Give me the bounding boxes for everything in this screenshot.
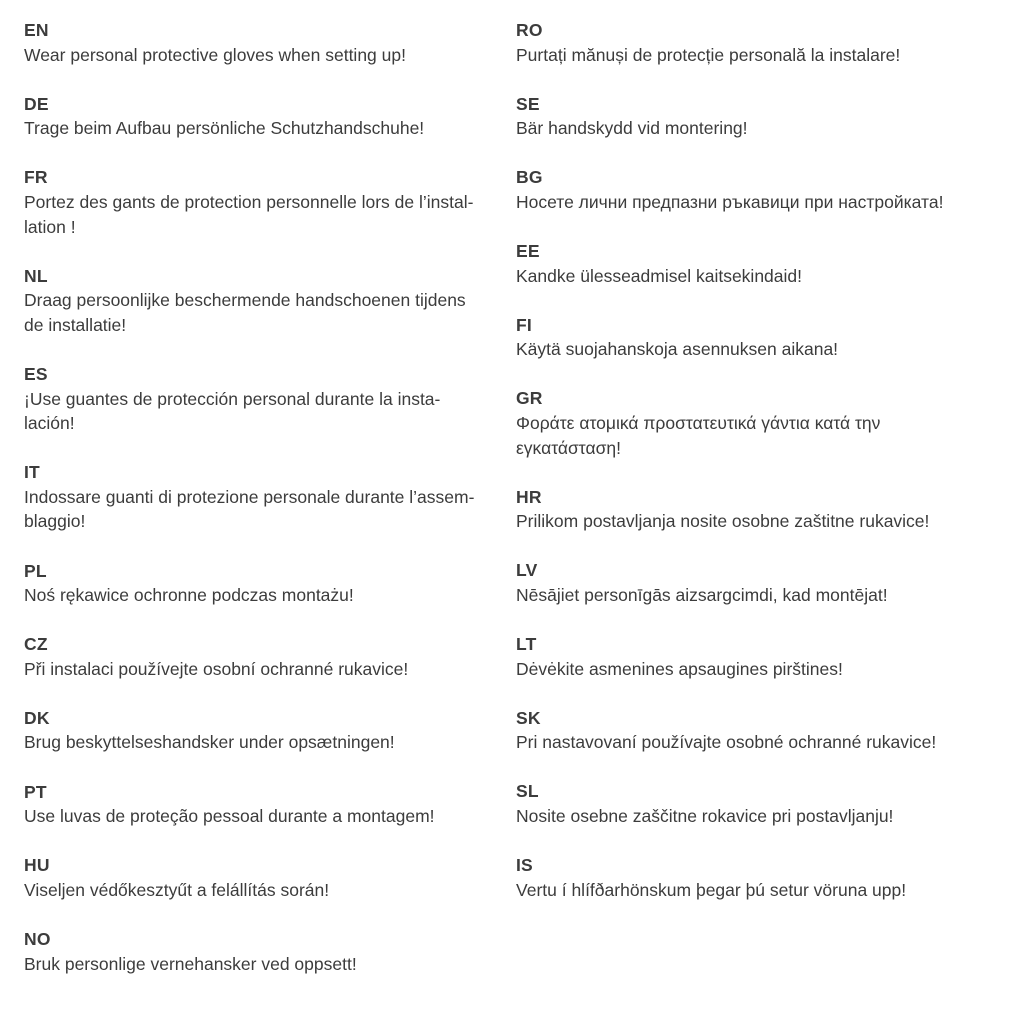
language-entry-ro: [516, 18, 1010, 67]
language-entry-sk: [516, 706, 1010, 755]
instruction-line: de installatie!: [24, 314, 127, 335]
instruction-line: blaggio!: [24, 511, 86, 532]
instruction-line: Dėvėkite asmenines apsaugines pirštines!: [516, 658, 843, 679]
language-entry-cz: [24, 632, 516, 681]
language-entry-is: [516, 853, 1010, 902]
language-code: NO: [24, 928, 51, 949]
language-code: DK: [24, 707, 50, 728]
language-code: CZ: [24, 634, 48, 655]
language-code: FR: [24, 167, 48, 188]
language-code: HU: [24, 855, 50, 876]
instruction-line: Viseljen védőkesztyűt a felállítás során!: [24, 879, 330, 900]
language-entry-nl: [24, 264, 516, 338]
instruction-line: Wear personal protective gloves when setting up!: [24, 44, 406, 65]
language-code: ES: [24, 363, 48, 384]
instruction-line: ¡Use guantes de protección personal durante la insta-: [24, 388, 441, 409]
language-entry-en: [24, 18, 516, 67]
language-entry-pl: [24, 559, 516, 608]
instruction-line: Nosite osebne zaščitne rokavice pri postavljanju!: [516, 806, 894, 827]
language-code: DE: [24, 93, 49, 114]
instruction-line: Noś rękawice ochronne podczas montażu!: [24, 585, 354, 606]
language-entry-dk: [24, 706, 516, 755]
language-entry-hr: [516, 485, 1010, 534]
instruction-line: Purtați mănuși de protecție personală la instalare!: [516, 44, 901, 65]
language-code: GR: [516, 388, 543, 409]
language-code: LV: [516, 560, 538, 581]
instruction-line: Indossare guanti di protezione personale durante l’assem-: [24, 486, 475, 507]
language-code: RO: [516, 20, 543, 40]
language-entry-no: [24, 927, 516, 976]
instruction-line: Při instalaci používejte osobní ochranné rukavice!: [24, 658, 409, 679]
language-code: SL: [516, 781, 539, 802]
instruction-line: lation !: [24, 216, 76, 237]
instruction-line: Носете лични предпазни ръкавици при настройката!: [516, 191, 944, 212]
language-entry-de: [24, 92, 516, 141]
instruction-line: Bär handskydd vid montering!: [516, 118, 748, 139]
language-entry-lv: [516, 558, 1010, 607]
instruction-line: Φοράτε ατομικά προστατευτικά γάντια κατά την: [516, 413, 881, 434]
instruction-line: Trage beim Aufbau persönliche Schutzhandschuhe!: [24, 118, 425, 139]
instruction-line: Brug beskyttelseshandsker under opsætningen!: [24, 732, 395, 753]
language-code: SE: [516, 93, 540, 114]
language-code: SK: [516, 707, 541, 728]
language-code: PL: [24, 560, 47, 581]
instruction-line: Portez des gants de protection personnelle lors de l’instal-: [24, 191, 474, 212]
language-entry-pt: [24, 780, 516, 829]
instruction-line: εγκατάσταση!: [516, 437, 621, 458]
language-entry-fi: [516, 313, 1010, 362]
language-code: PT: [24, 781, 47, 802]
language-entry-bg: [516, 165, 1010, 214]
column-right: [516, 18, 1010, 927]
instruction-line: Käytä suojahanskoja asennuksen aikana!: [516, 339, 839, 360]
language-code: NL: [24, 265, 48, 286]
language-code: IS: [516, 855, 533, 876]
language-entry-it: [24, 460, 516, 534]
instruction-line: Pri nastavovaní používajte osobné ochranné rukavice!: [516, 732, 937, 753]
language-code: IT: [24, 462, 40, 483]
instruction-line: Draag persoonlijke beschermende handschoenen tijdens: [24, 290, 466, 311]
language-entry-hu: [24, 853, 516, 902]
language-entry-fr: [24, 165, 516, 239]
language-entry-sl: [516, 779, 1010, 828]
language-entry-ee: [516, 239, 1010, 288]
language-code: HR: [516, 486, 542, 507]
instruction-line: Nēsājiet personīgās aizsargcimdi, kad montējat!: [516, 585, 888, 605]
column-left: [24, 18, 516, 1001]
instruction-line: Kandke ülesseadmisel kaitsekindaid!: [516, 265, 802, 286]
instruction-line: Bruk personlige vernehansker ved oppsett!: [24, 953, 357, 974]
language-code: BG: [516, 167, 543, 188]
instruction-line: lación!: [24, 413, 75, 434]
language-entry-lt: [516, 632, 1010, 681]
language-entry-es: [24, 362, 516, 436]
language-entry-gr: [516, 386, 1010, 460]
instruction-line: Vertu í hlífðarhönskum þegar þú setur vöruna upp!: [516, 879, 907, 900]
instruction-line: Use luvas de proteção pessoal durante a montagem!: [24, 806, 435, 827]
language-entry-se: [516, 92, 1010, 141]
instruction-line: Prilikom postavljanja nosite osobne zaštitne rukavice!: [516, 511, 930, 532]
columns-row: [24, 18, 1010, 1001]
language-code: EN: [24, 20, 49, 40]
language-code: LT: [516, 634, 537, 655]
language-code: EE: [516, 241, 540, 262]
language-code: FI: [516, 314, 532, 335]
